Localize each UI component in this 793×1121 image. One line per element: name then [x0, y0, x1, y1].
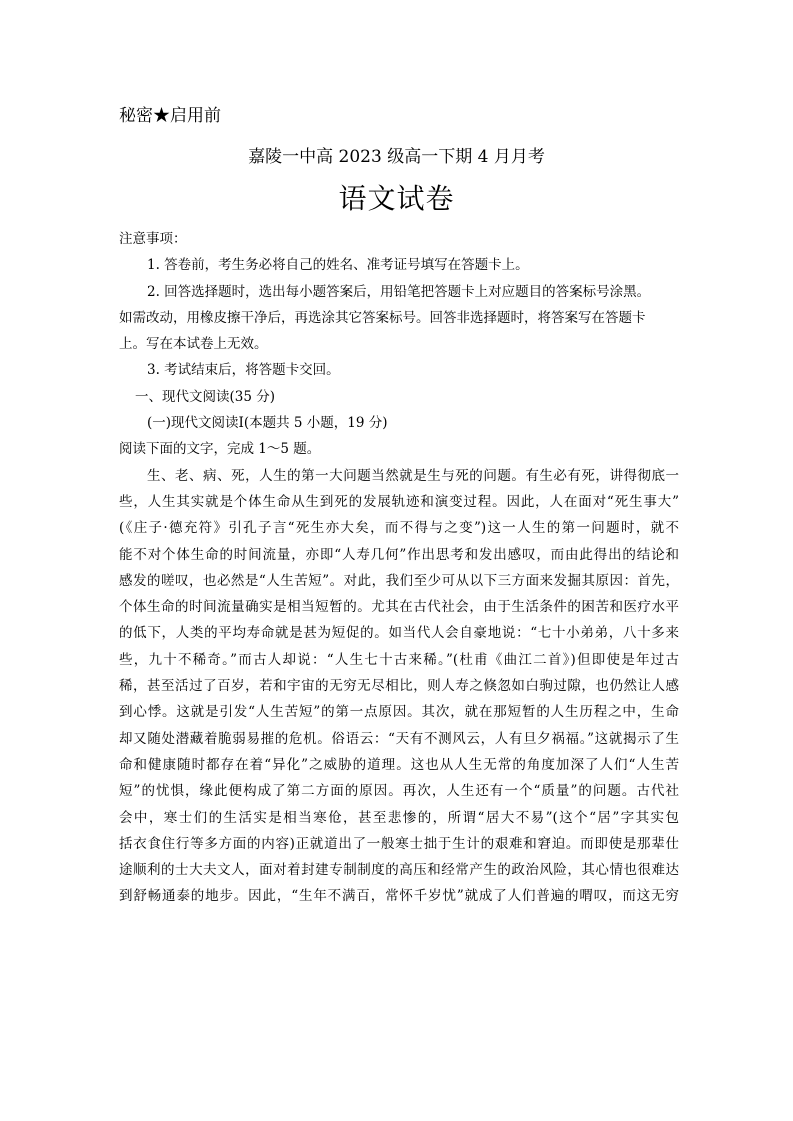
notice-line: 2. 回答选择题时，选出每小题答案后，用铅笔把答题卡上对应题目的答案标号涂黑。	[147, 283, 651, 300]
passage-line: 会中，寒士们的生活实是相当寒伧，甚至悲惨的，所谓“居大不易”(这个“居”字其实包	[119, 809, 679, 826]
notice-line: 上。写在本试卷上无效。	[119, 336, 268, 353]
passage-line: 却又随处潜藏着脆弱易摧的危机。俗语云：“天有不测风云，人有旦夕祸福。”这就揭示了生	[119, 730, 679, 747]
exam-body	[119, 226, 679, 910]
passage-line: (《庄子·德充符》引孔子言“死生亦大矣，而不得与之变”)这一人生的第一问题时，就不	[119, 520, 679, 537]
notice-line: 如需改动，用橡皮擦干净后，再选涂其它答案标号。回答非选择题时，将答案写在答题卡	[119, 309, 646, 326]
passage-line: 命和健康随时都存在着“异化”之威胁的道理。这也从人生无常的角度加深了人们“人生苦	[119, 756, 679, 773]
notice-line: 1. 答卷前，考生务必将自己的姓名、准考证号填写在答题卡上。	[147, 257, 529, 274]
passage-line: 感发的嗟叹，也必然是“人生苦短”。对此，我们至少可从以下三方面来发掘其原因：首先，	[119, 572, 679, 589]
passage-line: 些，九十不稀奇。”而古人却说：“人生七十古来稀。”(杜甫《曲江二首》)但即使是年过古	[119, 651, 679, 668]
passage-line: 到舒畅通泰的地步。因此，“生年不满百，常怀千岁忧”就成了人们普遍的喟叹，而这无穷	[119, 888, 679, 905]
passage-line: 个体生命的时间流量确实是相当短暂的。尤其在古代社会，由于生活条件的困苦和医疗水平	[119, 599, 679, 616]
subject-title: 语文试卷	[338, 182, 455, 215]
passage-line: 途顺利的士大夫文人，面对着封建专制制度的高压和经常产生的政治风险，其心情也很难达	[119, 862, 679, 879]
sub-heading: (一)现代文阅读Ⅰ(本题共 5 小题，19 分)	[147, 415, 388, 432]
notice-heading: 注意事项：	[119, 231, 187, 247]
passage-line: 能不对个体生命的时间流量，亦即“人寿几何”作出思考和发出感叹，而由此得出的结论和	[119, 546, 679, 563]
exam-title: 嘉陵一中高 2023 级高一下期 4 月月考	[248, 147, 545, 167]
passage-line: 到心悸。这就是引发“人生苦短”的第一点原因。其次，就在那短暂的人生历程之中，生命	[119, 704, 679, 721]
passage-line: 短”的忧惧，缘此便构成了第二方面的原因。再次，人生还有一个“质量”的问题。古代社	[119, 783, 679, 800]
secret-label: 秘密★启用前	[119, 106, 221, 126]
passage-line: 的低下，人类的平均寿命就是甚为短促的。如当代人会自豪地说：“七十小弟弟，八十多来	[119, 625, 679, 642]
part-heading: 一、现代文阅读(35 分)	[135, 388, 276, 405]
reading-instruction: 阅读下面的文字，完成 1～5 题。	[119, 441, 321, 458]
passage-line: 稀，甚至活过了百岁，若和宇宙的无穷无尽相比，则人寿之倏忽如白驹过隙，也仍然让人感	[119, 678, 679, 695]
passage-line: 生、老、病、死，人生的第一大问题当然就是生与死的问题。有生必有死，讲得彻底一	[147, 467, 679, 484]
passage-line: 括衣食住行等多方面的内容)正就道出了一般寒士拙于生计的艰难和窘迫。而即使是那辈仕	[119, 835, 679, 852]
passage-line: 些，人生其实就是个体生命从生到死的发展轨迹和演变过程。因此，人在面对“死生事大”	[119, 493, 679, 510]
notice-line: 3. 考试结束后，将答题卡交回。	[147, 362, 340, 379]
